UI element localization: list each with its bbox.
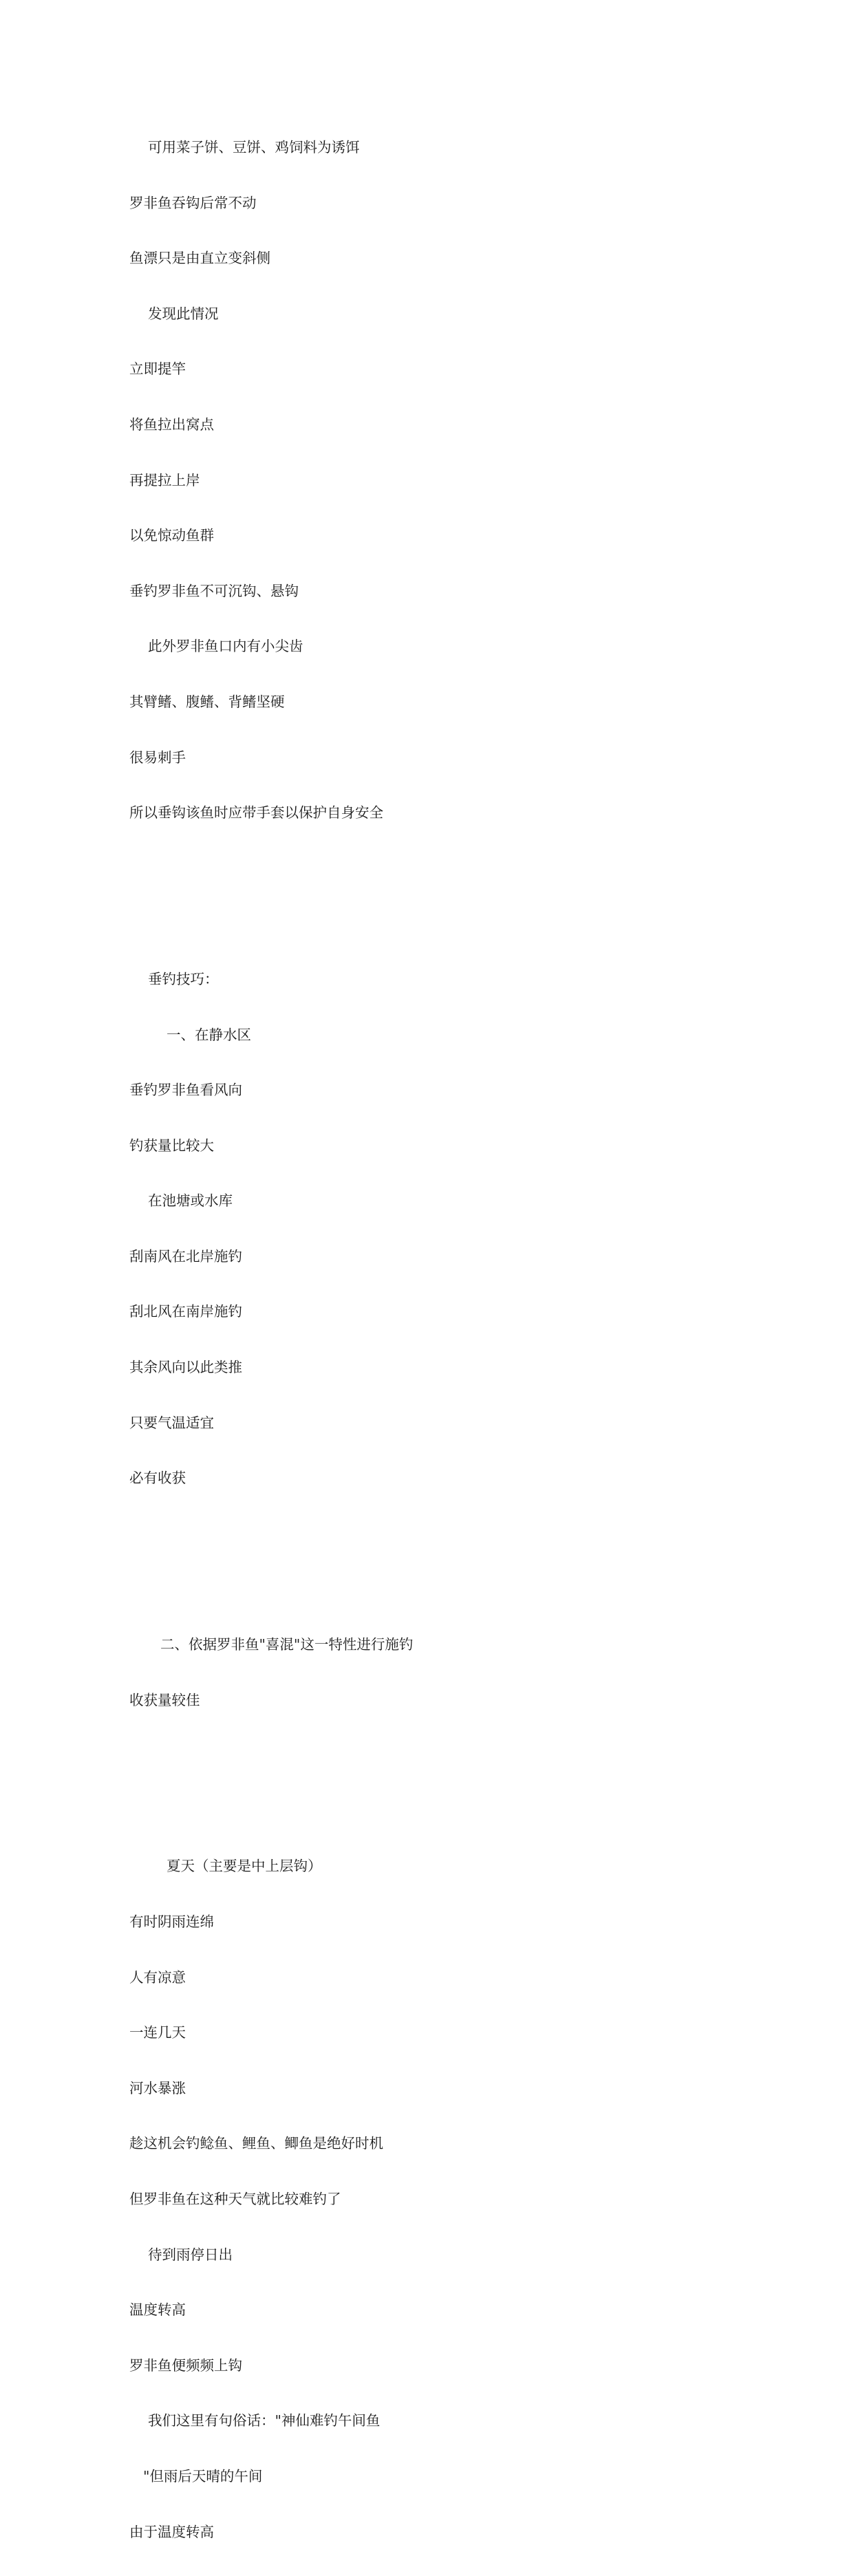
text-line: 我们这里有句俗话："神仙难钓午间鱼	[148, 2412, 381, 2429]
blank-line	[129, 1523, 413, 1545]
text-line: 发现此情况	[148, 305, 219, 322]
text-line: 河水暴涨	[129, 2079, 186, 2096]
text-line: 其臂鳍、腹鳍、背鳍坚硬	[129, 693, 285, 710]
section-heading: 垂钓技巧：	[148, 970, 219, 987]
text-line: 将鱼拉出窝点	[129, 416, 214, 433]
text-line: "但雨后天晴的午间	[143, 2467, 263, 2484]
text-line: 垂钓罗非鱼不可沉钩、悬钩	[129, 582, 299, 599]
text-line: 罗非鱼便频频上钩	[129, 2357, 242, 2374]
text-line: 温度转高	[129, 2301, 186, 2319]
text-line: 罗非鱼吞钩后常不动	[129, 194, 257, 211]
text-line: 收获量较佳	[129, 1691, 200, 1708]
text-line: 其余风向以此类推	[129, 1359, 242, 1376]
blank-line	[129, 1800, 413, 1823]
text-line: 立即提竿	[129, 361, 186, 378]
text-line: 鱼漂只是由直立变斜侧	[129, 250, 270, 267]
text-line: 以免惊动鱼群	[129, 527, 214, 544]
text-line: 很易刺手	[129, 749, 186, 766]
text-line: 钓获量比较大	[129, 1137, 214, 1154]
text-line: 二、依据罗非鱼"喜混"这一特性进行施钓	[160, 1636, 414, 1653]
text-line: 必有收获	[129, 1470, 186, 1487]
text-line: 可用菜子饼、豆饼、鸡饲料为诱饵	[148, 139, 360, 155]
text-line: 人有凉意	[129, 1968, 186, 1986]
text-line: 所以垂钩该鱼时应带手套以保护自身安全	[129, 804, 383, 822]
text-line: 待到雨停日出	[148, 2246, 233, 2263]
text-line: 有时阴雨连绵	[129, 1913, 214, 1930]
blank-line	[129, 1578, 413, 1600]
blank-line	[129, 912, 413, 935]
text-line: 此外罗非鱼口内有小尖齿	[148, 638, 303, 655]
text-line: 夏天（主要是中上层钩）	[167, 1858, 322, 1875]
text-line: 再提拉上岸	[129, 471, 200, 489]
text-line: 只要气温适宜	[129, 1414, 214, 1431]
text-line: 垂钓罗非鱼看风向	[129, 1082, 242, 1099]
text-line: 在池塘或水库	[148, 1192, 233, 1210]
text-line: 由于温度转高	[129, 2523, 214, 2540]
text-line: 但罗非鱼在这种天气就比较难钓了	[129, 2190, 341, 2207]
text-line: 一、在静水区	[167, 1026, 251, 1043]
text-line: 刮南风在北岸施钓	[129, 1247, 242, 1265]
blank-line	[129, 1744, 413, 1767]
document-body	[129, 103, 413, 2576]
blank-line	[129, 857, 413, 880]
text-line: 刮北风在南岸施钓	[129, 1303, 242, 1320]
text-line: 趁这机会钓鲶鱼、鲤鱼、鲫鱼是绝好时机	[129, 2135, 383, 2152]
text-line: 一连几天	[129, 2024, 186, 2041]
